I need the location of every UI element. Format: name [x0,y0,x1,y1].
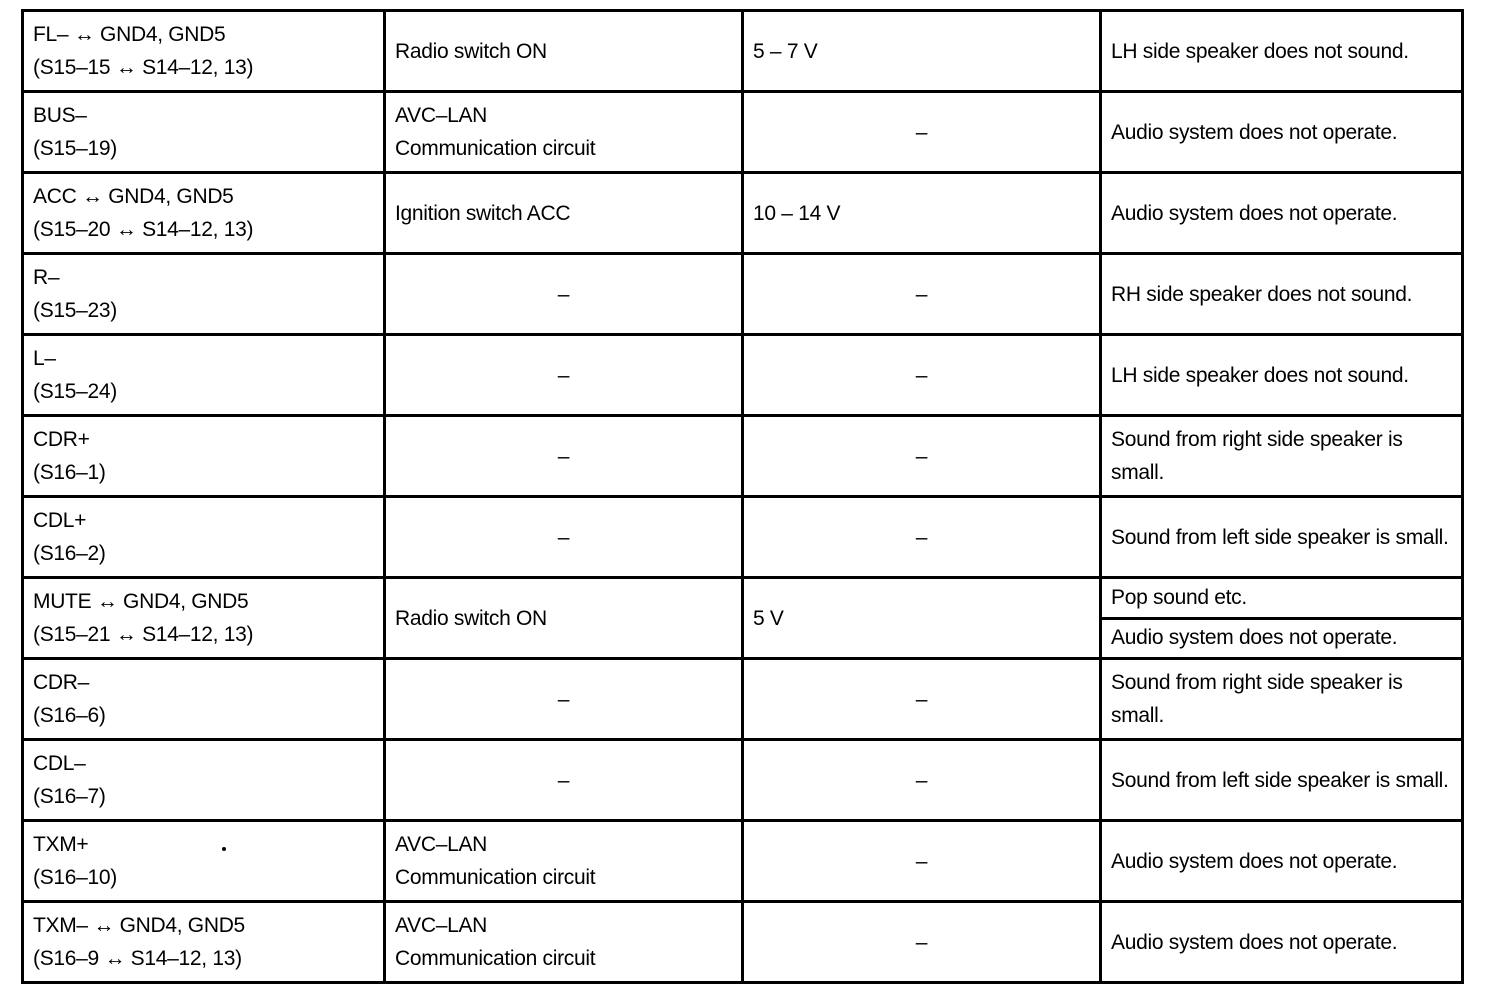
specified-value: – [915,768,928,792]
specified-cell [743,11,1101,92]
trouble-text: Sound from right side speaker is small. [1111,671,1403,727]
condition-cell [385,173,743,254]
terminal-pins: (S15–20 ↔ S14–12, 13) [33,218,254,241]
condition-text: – [557,363,570,387]
condition-text-2: Communication circuit [395,137,596,160]
specified-value: 5 V [753,606,784,630]
table-row [23,497,1463,578]
condition-text-2: Communication circuit [395,947,596,970]
trouble-cell [1101,254,1463,335]
condition-cell [385,821,743,902]
specified-value: – [915,120,928,144]
terminal-pins: (S15–24) [33,380,117,403]
terminal-cell [23,416,385,497]
terminal-label: CDL+ [33,509,87,532]
table-row [23,578,1463,619]
specified-cell [743,740,1101,821]
table-row [23,902,1463,983]
trouble-cell [1101,416,1463,497]
table-row [23,92,1463,173]
trouble-cell [1101,92,1463,173]
terminal-inspection-table [21,9,1464,984]
condition-cell [385,659,743,740]
specified-value: – [915,687,928,711]
trouble-cell [1101,902,1463,983]
terminal-pins: (S16–7) [33,785,106,808]
scan-speck [222,847,226,851]
condition-cell [385,416,743,497]
condition-text: Radio switch ON [395,39,547,63]
terminal-pins: (S15–15 ↔ S14–12, 13) [33,56,254,79]
terminal-cell [23,659,385,740]
trouble-cell [1101,578,1463,619]
terminal-cell [23,335,385,416]
specified-cell [743,578,1101,659]
trouble-text: Audio system does not operate. [1111,120,1398,144]
terminal-pins: (S16–1) [33,461,106,484]
condition-text: AVC–LAN [395,833,488,856]
table-row [23,11,1463,92]
condition-text-2: Communication circuit [395,866,596,889]
condition-cell [385,254,743,335]
trouble-text-2: Audio system does not operate. [1111,626,1398,650]
condition-cell [385,902,743,983]
specified-value: – [915,525,928,549]
condition-cell [385,11,743,92]
terminal-label: CDL– [33,752,86,775]
terminal-cell [23,578,385,659]
trouble-cell [1101,335,1463,416]
table-row [23,335,1463,416]
condition-cell [385,740,743,821]
terminal-label: TXM+ [33,833,89,856]
trouble-cell [1101,659,1463,740]
trouble-cell [1101,11,1463,92]
condition-text: – [557,768,570,792]
terminal-label: FL– ↔ GND4, GND5 [33,23,226,46]
specified-value: – [915,930,928,954]
condition-text: – [557,282,570,306]
trouble-cell [1101,821,1463,902]
terminal-cell [23,173,385,254]
table-row [23,740,1463,821]
terminal-pins: (S15–23) [33,299,117,322]
trouble-text: Sound from right side speaker is small. [1111,428,1403,484]
condition-text: Ignition switch ACC [395,201,571,225]
terminal-label: MUTE ↔ GND4, GND5 [33,590,249,613]
specified-cell [743,902,1101,983]
specified-cell [743,92,1101,173]
terminal-label: CDR– [33,671,89,694]
trouble-text: Audio system does not operate. [1111,930,1398,954]
specified-value: – [915,444,928,468]
terminal-label: BUS– [33,104,87,127]
condition-text: – [557,687,570,711]
condition-cell [385,92,743,173]
terminal-cell [23,497,385,578]
specified-cell [743,659,1101,740]
condition-cell [385,497,743,578]
terminal-label: L– [33,347,56,370]
condition-text: AVC–LAN [395,914,488,937]
terminal-pins: (S15–21 ↔ S14–12, 13) [33,623,254,646]
trouble-text: LH side speaker does not sound. [1111,363,1409,387]
trouble-cell-2 [1101,618,1463,659]
specified-value: 5 – 7 V [753,39,818,63]
terminal-label: R– [33,266,60,289]
trouble-text: Pop sound etc. [1111,585,1247,609]
trouble-cell [1101,497,1463,578]
specified-value: – [915,363,928,387]
terminal-cell [23,740,385,821]
terminal-cell [23,11,385,92]
trouble-cell [1101,173,1463,254]
specified-cell [743,173,1101,254]
terminal-label: ACC ↔ GND4, GND5 [33,185,234,208]
terminal-cell [23,821,385,902]
table-row [23,254,1463,335]
specified-cell [743,821,1101,902]
condition-text: – [557,444,570,468]
specified-value: – [915,849,928,873]
trouble-text: Sound from left side speaker is small. [1111,525,1449,549]
condition-cell [385,335,743,416]
terminal-pins: (S16–2) [33,542,106,565]
table-row [23,821,1463,902]
specified-value: – [915,282,928,306]
trouble-text: Audio system does not operate. [1111,849,1398,873]
terminal-pins: (S15–19) [33,137,117,160]
specified-cell [743,335,1101,416]
condition-cell [385,578,743,659]
specified-cell [743,416,1101,497]
condition-text: AVC–LAN [395,104,488,127]
table-row [23,659,1463,740]
trouble-text: Audio system does not operate. [1111,201,1398,225]
terminal-pins: (S16–9 ↔ S14–12, 13) [33,947,242,970]
terminal-cell [23,254,385,335]
trouble-text: Sound from left side speaker is small. [1111,768,1449,792]
trouble-text: LH side speaker does not sound. [1111,39,1409,63]
terminal-label: TXM– ↔ GND4, GND5 [33,914,245,937]
trouble-text: RH side speaker does not sound. [1111,282,1413,306]
terminal-cell [23,902,385,983]
table-row [23,173,1463,254]
table-row [23,416,1463,497]
trouble-cell [1101,740,1463,821]
terminal-label: CDR+ [33,428,90,451]
terminal-pins: (S16–10) [33,866,117,889]
condition-text: – [557,525,570,549]
specified-cell [743,254,1101,335]
specified-cell [743,497,1101,578]
specified-value: 10 – 14 V [753,201,841,225]
condition-text: Radio switch ON [395,606,547,630]
terminal-cell [23,92,385,173]
terminal-pins: (S16–6) [33,704,106,727]
